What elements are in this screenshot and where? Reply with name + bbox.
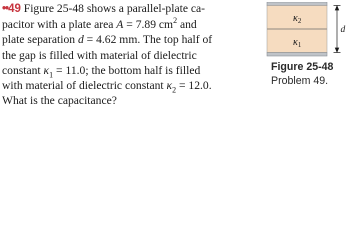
difficulty-marker: •• — [2, 3, 9, 15]
superscript-2: 2 — [173, 16, 178, 26]
line-3-a: plate separation — [2, 33, 78, 47]
variable-area: A — [116, 18, 124, 32]
subscript-2: 2 — [172, 85, 177, 95]
line-5-a: constant — [2, 63, 44, 77]
top-plate — [267, 2, 327, 6]
bottom-plate — [267, 53, 327, 57]
line-3-b: = 4.62 mm. The top half of — [83, 33, 213, 47]
problem-line-6 — [2, 78, 248, 93]
problem-number-value: 49 — [8, 3, 21, 15]
line-1-text: Figure 25-48 shows a parallel-plate ca- — [23, 2, 206, 15]
problem-line-7: What is the capacitance? — [2, 94, 117, 108]
label-dimension-d: d — [340, 25, 346, 35]
line-2-b: = 7.89 cm — [123, 18, 174, 32]
figure-caption — [271, 60, 333, 88]
label-bottom-dielectric: $\kappa_1$ — [293, 37, 302, 49]
variable-kappa-1: κ — [43, 63, 50, 77]
dimension-arrow — [334, 6, 341, 53]
caption-title: Figure 25-48 — [271, 61, 334, 73]
capacitor-figure — [257, 2, 347, 62]
line-2-c: and — [177, 18, 197, 32]
line-5-b: = 11.0; the bottom half is filled — [53, 63, 201, 77]
problem-line-3 — [2, 32, 248, 47]
line-6-b: = 12.0. — [176, 79, 212, 93]
variable-separation: d — [77, 33, 84, 47]
subscript-1: 1 — [49, 70, 54, 80]
problem-line-2 — [2, 17, 248, 32]
line-6-a: with material of dielectric constant — [2, 79, 167, 93]
problem-text — [2, 1, 248, 108]
problem-line-5 — [2, 63, 248, 78]
problem-number — [2, 3, 21, 15]
variable-kappa-2: κ — [166, 79, 173, 93]
caption-subtitle: Problem 49. — [271, 75, 329, 87]
line-2-a: pacitor with a plate area — [2, 18, 117, 32]
problem-line-1 — [2, 1, 248, 17]
problem-line-4: the gap is filled with material of dielectric — [2, 48, 197, 62]
label-top-dielectric: $\kappa_2$ — [293, 13, 302, 25]
